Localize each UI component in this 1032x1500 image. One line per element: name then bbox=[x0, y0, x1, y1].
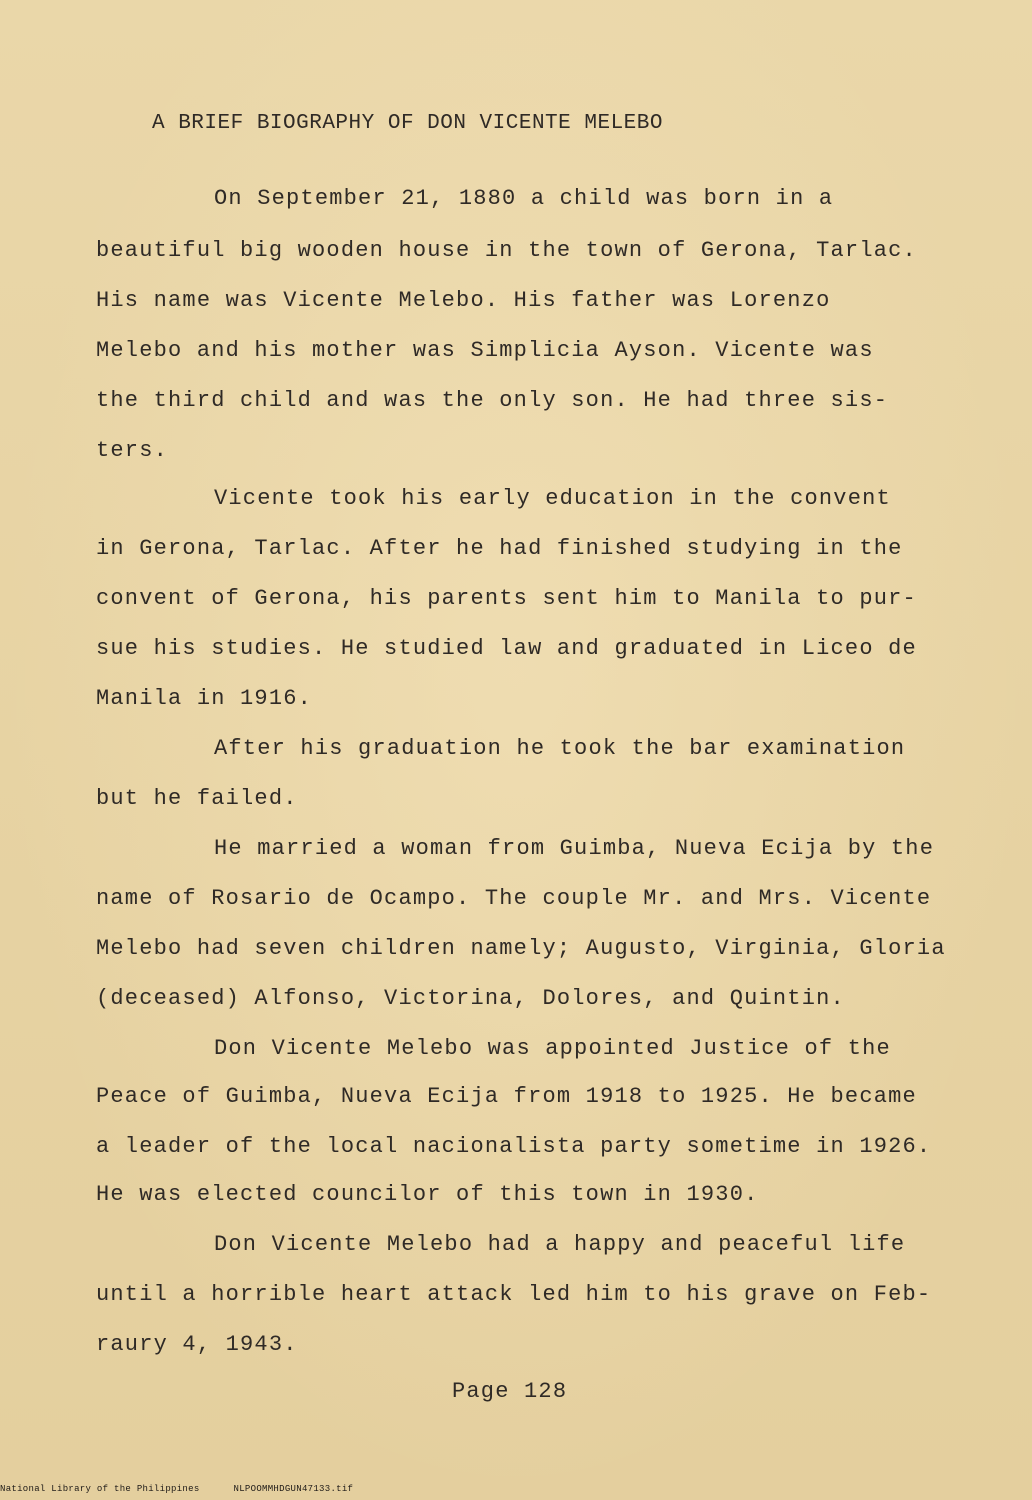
text-line: Don Vicente Melebo was appointed Justice of the bbox=[214, 1036, 891, 1061]
text-line: beautiful big wooden house in the town of Gerona, Tarlac. bbox=[96, 238, 917, 263]
text-line: sue his studies. He studied law and graduated in Liceo de bbox=[96, 636, 917, 661]
text-line: He married a woman from Guimba, Nueva Ecija by the bbox=[214, 836, 935, 861]
text-line: Melebo and his mother was Simplicia Ayson. Vicente was bbox=[96, 338, 874, 363]
text-line: Melebo had seven children namely; Augusto, Virginia, Gloria bbox=[96, 936, 946, 961]
text-line: name of Rosario de Ocampo. The couple Mr. and Mrs. Vicente bbox=[96, 886, 932, 911]
text-line: Manila in 1916. bbox=[96, 686, 313, 711]
page-number: Page 128 bbox=[452, 1379, 568, 1404]
library-credit: National Library of the Philippines bbox=[0, 1484, 200, 1494]
text-line: the third child and was the only son. He had three sis- bbox=[96, 388, 889, 413]
text-line: in Gerona, Tarlac. After he had finished studying in the bbox=[96, 536, 903, 561]
document-title: A BRIEF BIOGRAPHY OF DON VICENTE MELEBO bbox=[152, 112, 663, 135]
text-line: convent of Gerona, his parents sent him to Manila to pur- bbox=[96, 586, 917, 611]
text-line: Don Vicente Melebo had a happy and peaceful life bbox=[214, 1232, 906, 1257]
text-line: a leader of the local nacionalista party sometime in 1926. bbox=[96, 1134, 932, 1159]
scan-filename: NLPOOMMHDGUN47133.tif bbox=[233, 1484, 354, 1494]
text-line: Peace of Guimba, Nueva Ecija from 1918 to 1925. He became bbox=[96, 1084, 917, 1109]
text-line: (deceased) Alfonso, Victorina, Dolores, and Quintin. bbox=[96, 986, 845, 1011]
text-line: After his graduation he took the bar examination bbox=[214, 736, 906, 761]
text-line: raury 4, 1943. bbox=[96, 1332, 298, 1357]
text-line: until a horrible heart attack led him to his grave on Feb- bbox=[96, 1282, 932, 1307]
text-line: He was elected councilor of this town in 1930. bbox=[96, 1182, 759, 1207]
text-line: ters. bbox=[96, 438, 169, 463]
text-line: but he failed. bbox=[96, 786, 298, 811]
scan-footer bbox=[0, 1484, 353, 1494]
text-line: His name was Vicente Melebo. His father was Lorenzo bbox=[96, 288, 831, 313]
text-line: On September 21, 1880 a child was born in a bbox=[214, 186, 834, 211]
text-line: Vicente took his early education in the convent bbox=[214, 486, 891, 511]
